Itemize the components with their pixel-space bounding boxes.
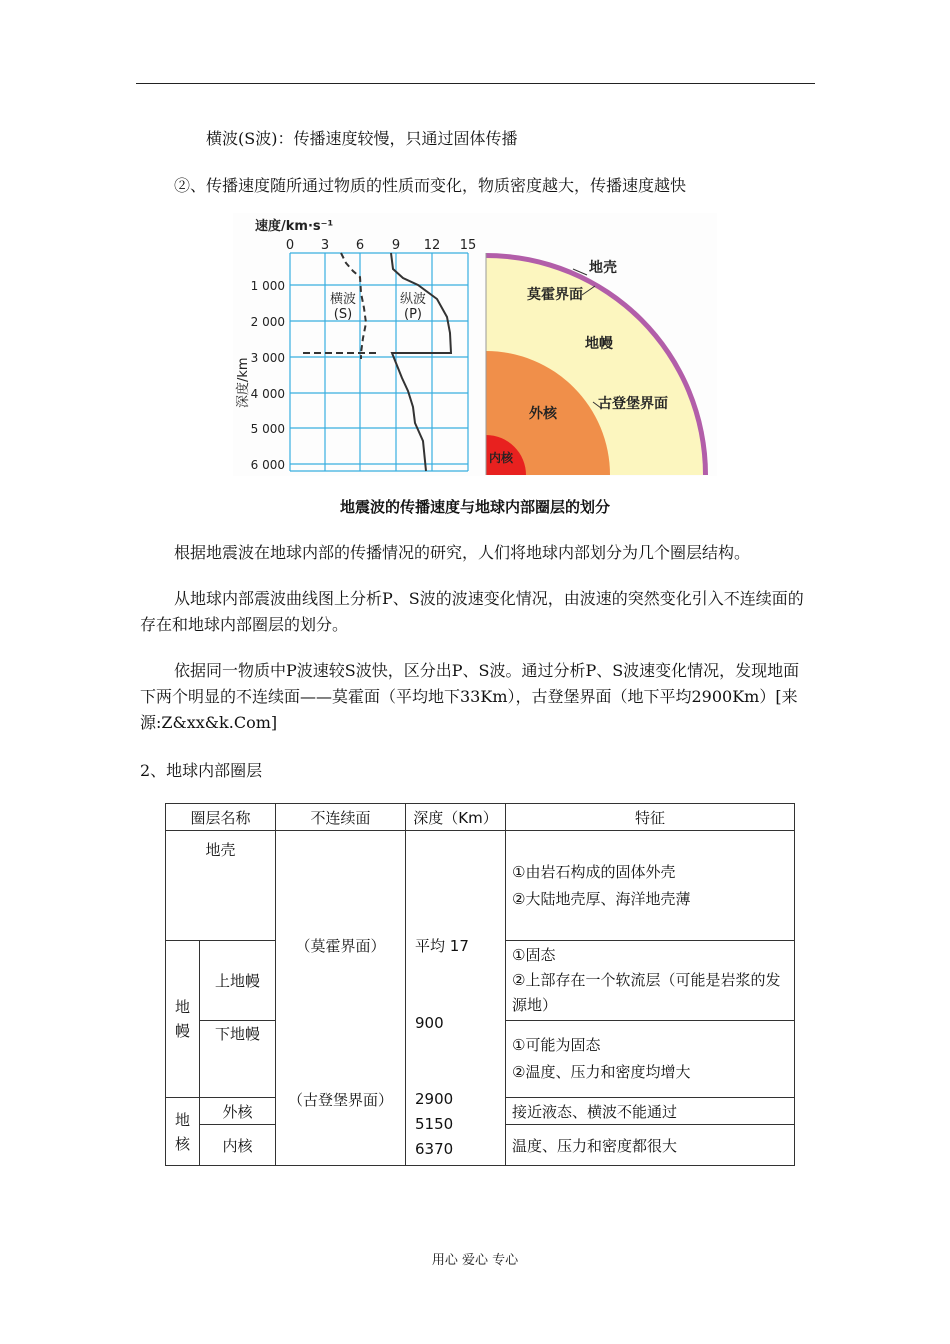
moho-label: 莫霍界面 <box>527 287 583 303</box>
lower-feature-1: ①可能为固态 <box>512 1036 601 1054</box>
lower-feature-2: ②温度、压力和密度均增大 <box>512 1063 691 1081</box>
earth-layers-table <box>165 803 795 1166</box>
s-wave-sub: (S) <box>333 307 353 322</box>
speed-tick: 3 <box>320 238 330 253</box>
seismic-wave-figure <box>233 213 717 476</box>
core-group-char-2: 核 <box>174 1134 190 1153</box>
paragraph-2: 从地球内部震波曲线图上分析P、S波的波速变化情况，由波速的突然变化引入不连续面的存在和地球内部圈层的划分。 <box>140 589 804 634</box>
inner-core-feature: 温度、压力和密度都很大 <box>506 1125 795 1166</box>
depth-tick: 3 000 <box>250 351 285 365</box>
upper-mantle-feature-cell <box>506 941 795 1021</box>
core-group-cell <box>166 1098 200 1166</box>
upper-mantle-name: 上地幔 <box>200 941 276 1021</box>
outer-core-name: 外核 <box>200 1098 276 1125</box>
depth-tick: 1 000 <box>250 279 285 293</box>
speed-axis-title: 速度/km·s⁻¹ <box>255 219 334 234</box>
speed-tick: 0 <box>285 238 295 253</box>
speed-tick: 15 <box>459 238 477 253</box>
p-wave-label: 纵波 <box>399 292 427 307</box>
depth-tick: 4 000 <box>250 387 285 401</box>
gutenberg-label: 古登堡界面 <box>598 396 668 412</box>
outer-core-feature: 接近液态、横波不能通过 <box>506 1098 795 1125</box>
speed-tick: 6 <box>355 238 365 253</box>
discontinuity-cell <box>276 831 406 1166</box>
s-wave-line: 横波(S波)：传播速度较慢，只通过固体传播 <box>206 129 518 148</box>
figure-caption: 地震波的传播速度与地球内部圈层的划分 <box>339 498 610 516</box>
crust-label: 地壳 <box>589 260 617 276</box>
depth-900: 900 <box>415 1014 444 1032</box>
lower-mantle-feature-cell <box>506 1021 795 1098</box>
speed-tick: 9 <box>391 238 401 253</box>
depth-tick: 6 000 <box>250 458 285 472</box>
depth-tick: 5 000 <box>250 422 285 436</box>
depth-5150: 5150 <box>415 1115 454 1133</box>
point-2-line: ②、传播速度随所通过物质的性质而变化，物质密度越大，传播速度越快 <box>174 176 687 195</box>
header-layer-name: 圈层名称 <box>166 804 276 831</box>
depth-6370: 6370 <box>415 1140 454 1158</box>
depth-axis-title: 深度/km <box>236 357 251 408</box>
lower-mantle-name: 下地幔 <box>200 1021 276 1098</box>
inner-core-label: 内核 <box>489 451 514 465</box>
moho-depth: 平均 17 <box>415 937 469 955</box>
upper-feature-1: ①固态 <box>512 946 556 964</box>
p-wave-sub: (P) <box>404 307 422 322</box>
outer-core-label: 外核 <box>529 406 557 422</box>
crust-feature-2: ②大陆地壳厚、海洋地壳薄 <box>512 889 691 908</box>
mantle-label: 地幔 <box>585 336 613 352</box>
crust-feature-1: ①由岩石构成的固体外壳 <box>512 862 676 881</box>
inner-core-name: 内核 <box>200 1125 276 1166</box>
header-rule <box>136 83 815 84</box>
paragraph-1: 根据地震波在地球内部的传播情况的研究，人们将地球内部划分为几个圈层结构。 <box>174 543 751 562</box>
upper-feature-2: ②上部存在一个软流层（可能是岩浆的发源地） <box>512 971 781 1014</box>
core-group-char-1: 地 <box>174 1110 190 1129</box>
header-discontinuity: 不连续面 <box>276 804 406 831</box>
gutenberg-name: （古登堡界面） <box>288 1091 394 1109</box>
crust-name-cell: 地壳 <box>166 831 276 941</box>
header-feature: 特征 <box>506 804 795 831</box>
mantle-group-char-1: 地 <box>174 998 190 1016</box>
moho-name: （莫霍界面） <box>295 937 386 955</box>
depth-cell <box>406 831 506 1166</box>
depth-2900: 2900 <box>415 1090 454 1108</box>
mantle-group-char-2: 幔 <box>174 1022 190 1040</box>
speed-tick: 12 <box>423 238 441 253</box>
header-depth: 深度（Km） <box>406 804 506 831</box>
page-footer: 用心 爱心 专心 <box>431 1253 519 1268</box>
s-wave-label: 横波 <box>329 292 357 307</box>
section-2-heading: 2、地球内部圈层 <box>140 761 263 780</box>
mantle-group-cell <box>166 941 200 1098</box>
depth-tick: 2 000 <box>250 315 285 329</box>
crust-feature-cell <box>506 831 795 941</box>
paragraph-3: 依据同一物质中P波速较S波快，区分出P、S波。通过分析P、S波速变化情况，发现地面下两个明显的不连续面——莫霍面（平均地下33Km），古登堡界面（地下平均2900Km）[来源:Z&xx&k.Com] <box>140 661 800 732</box>
